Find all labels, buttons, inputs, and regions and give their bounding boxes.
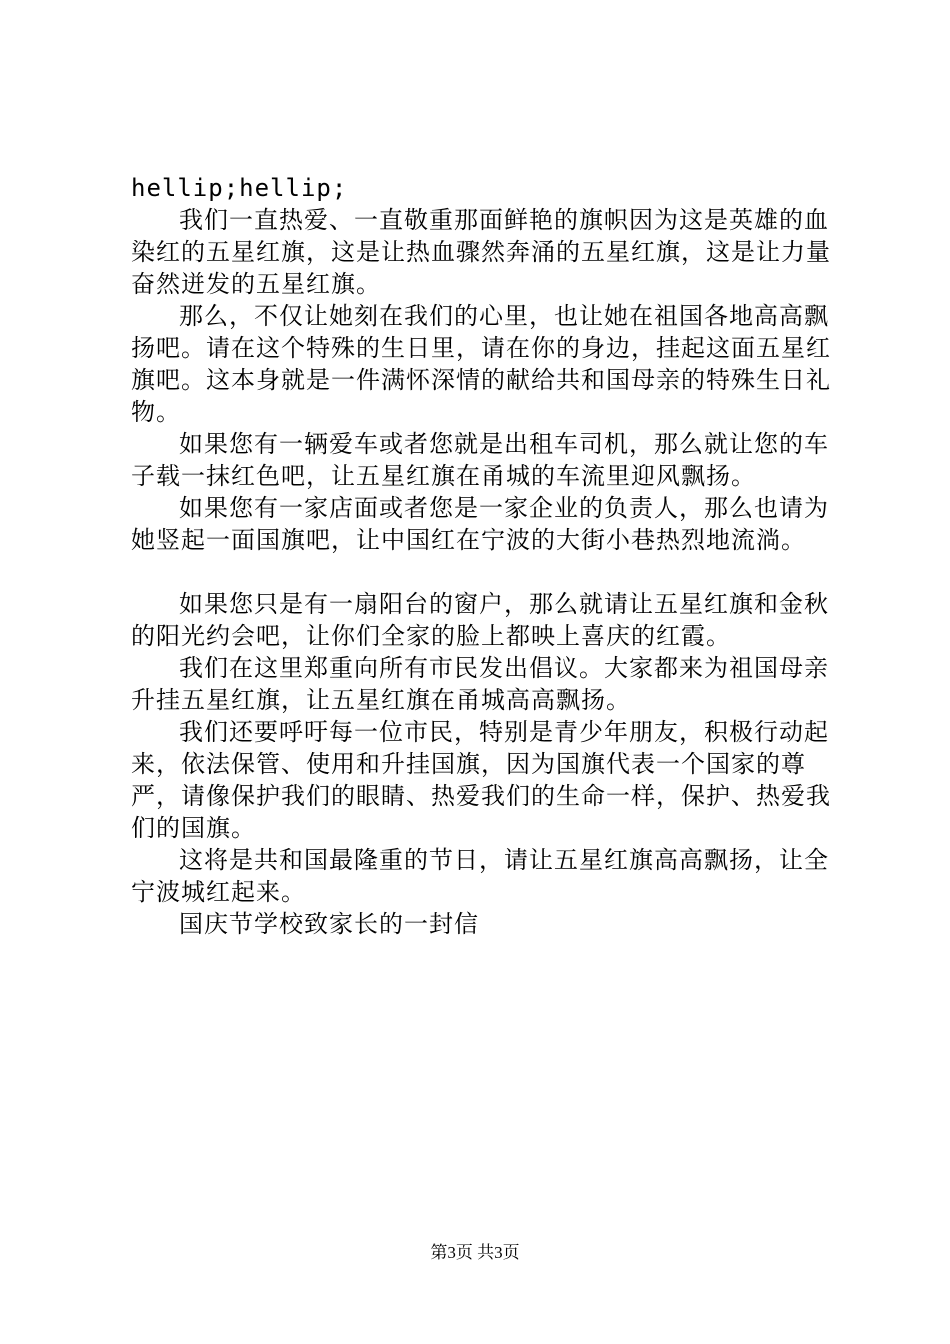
document-body bbox=[131, 172, 851, 940]
page-number-footer: 第3页 共3页 bbox=[430, 1243, 520, 1262]
paragraph-letter-title: 国庆节学校致家长的一封信 bbox=[179, 910, 479, 938]
paragraph-festival: 这将是共和国最隆重的节日，请让五星红旗高高飘扬，让全宁波城红起来。 bbox=[131, 846, 829, 906]
paragraph-spacer bbox=[131, 556, 851, 588]
paragraph-ellipsis: hellip;hellip; bbox=[131, 174, 348, 202]
paragraph-hang-flag: 那么，不仅让她刻在我们的心里，也让她在祖国各地高高飘扬吧。请在这个特殊的生日里，请在你的身边，挂起这面五星红旗吧。这本身就是一件满怀深情的献给共和国母亲的特殊生日礼物。 bbox=[131, 302, 831, 426]
paragraph-shop-owners: 如果您有一家店面或者您是一家企业的负责人，那么也请为她竖起一面国旗吧，让中国红在宁波的大街小巷热烈地流淌。 bbox=[131, 494, 829, 554]
paragraph-proposal: 我们在这里郑重向所有市民发出倡议。大家都来为祖国母亲升挂五星红旗，让五星红旗在甬城高高飘扬。 bbox=[131, 654, 829, 714]
paragraph-balcony: 如果您只是有一扇阳台的窗户，那么就请让五星红旗和金秋的阳光约会吧，让你们全家的脸上都映上喜庆的红霞。 bbox=[131, 590, 829, 650]
paragraph-car-owners: 如果您有一辆爱车或者您就是出租车司机，那么就让您的车子载一抹红色吧，让五星红旗在甬城的车流里迎风飘扬。 bbox=[131, 430, 829, 490]
paragraph-youth-appeal: 我们还要呼吁每一位市民，特别是青少年朋友，积极行动起来，依法保管、使用和升挂国旗，因为国旗代表一个国家的尊严，请像保护我们的眼睛、热爱我们的生命一样，保护、热爱我们的国旗。 bbox=[131, 718, 831, 842]
paragraph-flag-love: 我们一直热爱、一直敬重那面鲜艳的旗帜因为这是英雄的血染红的五星红旗，这是让热血骤然奔涌的五星红旗，这是让力量奋然迸发的五星红旗。 bbox=[131, 206, 831, 298]
